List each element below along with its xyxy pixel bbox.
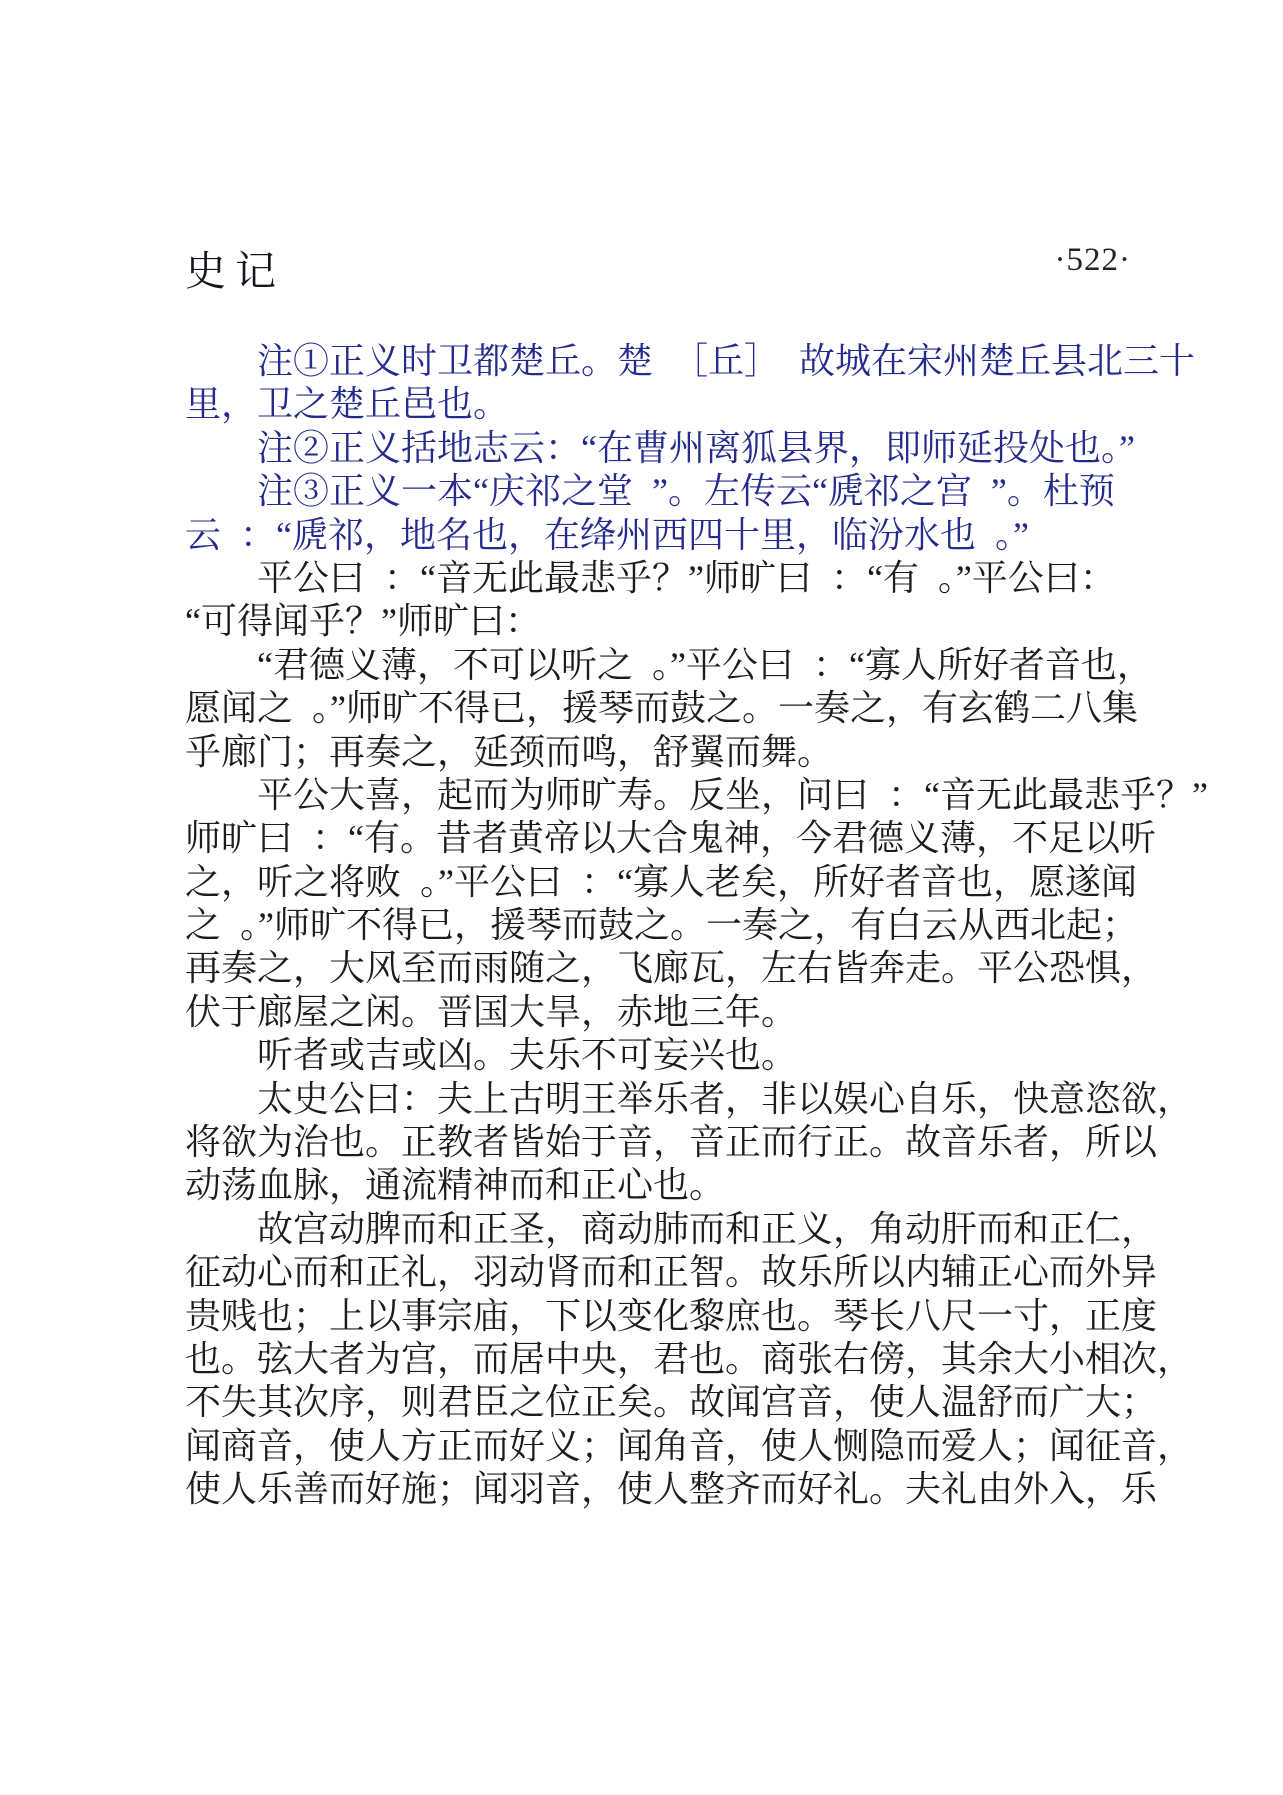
text-line: 再奏之，大风至而雨随之，飞廊瓦，左右皆奔走。平公恐惧， — [185, 948, 1158, 989]
page-number: ·522· — [1054, 242, 1131, 278]
text-line: 征动心而和正礼，羽动肾而和正智。故乐所以内辅正心而外异 — [185, 1252, 1158, 1293]
text-line: 之 。”师旷不得已，援琴而鼓之。一奏之，有白云从西北起； — [185, 905, 1138, 946]
text-line: 注①正义时卫都楚丘。楚 ［丘］ 故城在宋州楚丘县北三十 — [257, 341, 1196, 381]
book-title: 史记 — [185, 248, 285, 294]
text-line: 也。弦大者为宫，而居中央，君也。商张右傍，其余大小相次， — [185, 1338, 1194, 1379]
text-line: 里，卫之楚丘邑也。 — [185, 384, 510, 425]
text-line: “可得闻乎？”师旷曰： — [185, 601, 541, 642]
text-line: 注③正义一本“庆祁之堂 ”。左传云“虒祁之宫 ”。杜预 — [257, 471, 1115, 512]
text-line: 师旷曰 ：“有。昔者黄帝以大合鬼神，今君德义薄，不足以听 — [185, 818, 1156, 859]
text-line: 动荡血脉，通流精神而和正心也。 — [185, 1165, 726, 1206]
text-line: 乎廊门；再奏之，延颈而鸣，舒翼而舞。 — [185, 731, 834, 772]
text-line: 将欲为治也。正教者皆始于音，音正而行正。故音乐者，所以 — [185, 1122, 1158, 1163]
body-text — [185, 340, 1208, 1512]
text-line: 之，听之将败 。”平公曰 ：“寡人老矣，所好者音也，愿遂闻 — [185, 861, 1137, 902]
text-line: 听者或吉或凶。夫乐不可妄兴也。 — [257, 1035, 798, 1076]
text-line: 使人乐善而好施；闻羽音，使人整齐而好礼。夫礼由外入，乐 — [185, 1469, 1158, 1510]
text-line: 平公曰 ：“音无此最悲乎？”师旷曰 ：“有 。”平公曰： — [257, 557, 1116, 598]
text-line: 贵贱也；上以事宗庙，下以变化黎庶也。琴长八尺一寸，正度 — [185, 1295, 1158, 1336]
text-line: 注②正义括地志云：“在曹州离狐县界，即师延投处也。” — [257, 427, 1135, 468]
text-line: 故宫动脾而和正圣，商动肺而和正义，角动肝而和正仁， — [257, 1208, 1158, 1249]
text-line: 愿闻之 。”师旷不得已，援琴而鼓之。一奏之，有玄鹤二八集 — [185, 688, 1138, 729]
running-header — [185, 238, 1131, 294]
text-line: 不失其次序，则君臣之位正矣。故闻宫音，使人温舒而广大； — [185, 1382, 1158, 1423]
text-line: 太史公曰：夫上古明王举乐者，非以娱心自乐，快意恣欲， — [257, 1078, 1194, 1119]
text-line: 伏于廊屋之闲。晋国大旱，赤地三年。 — [185, 991, 798, 1032]
text-line: “君德义薄，不可以听之 。”平公曰 ：“寡人所好者音也， — [257, 644, 1153, 685]
text-line: 云 ：“虒祁，地名也，在绛州西四十里，临汾水也 。” — [185, 514, 1029, 555]
text-line: 平公大喜，起而为师旷寿。反坐，问曰 ：“音无此最悲乎？” — [257, 774, 1208, 815]
text-line: 闻商音，使人方正而好义；闻角音，使人恻隐而爱人；闻征音， — [185, 1425, 1194, 1466]
